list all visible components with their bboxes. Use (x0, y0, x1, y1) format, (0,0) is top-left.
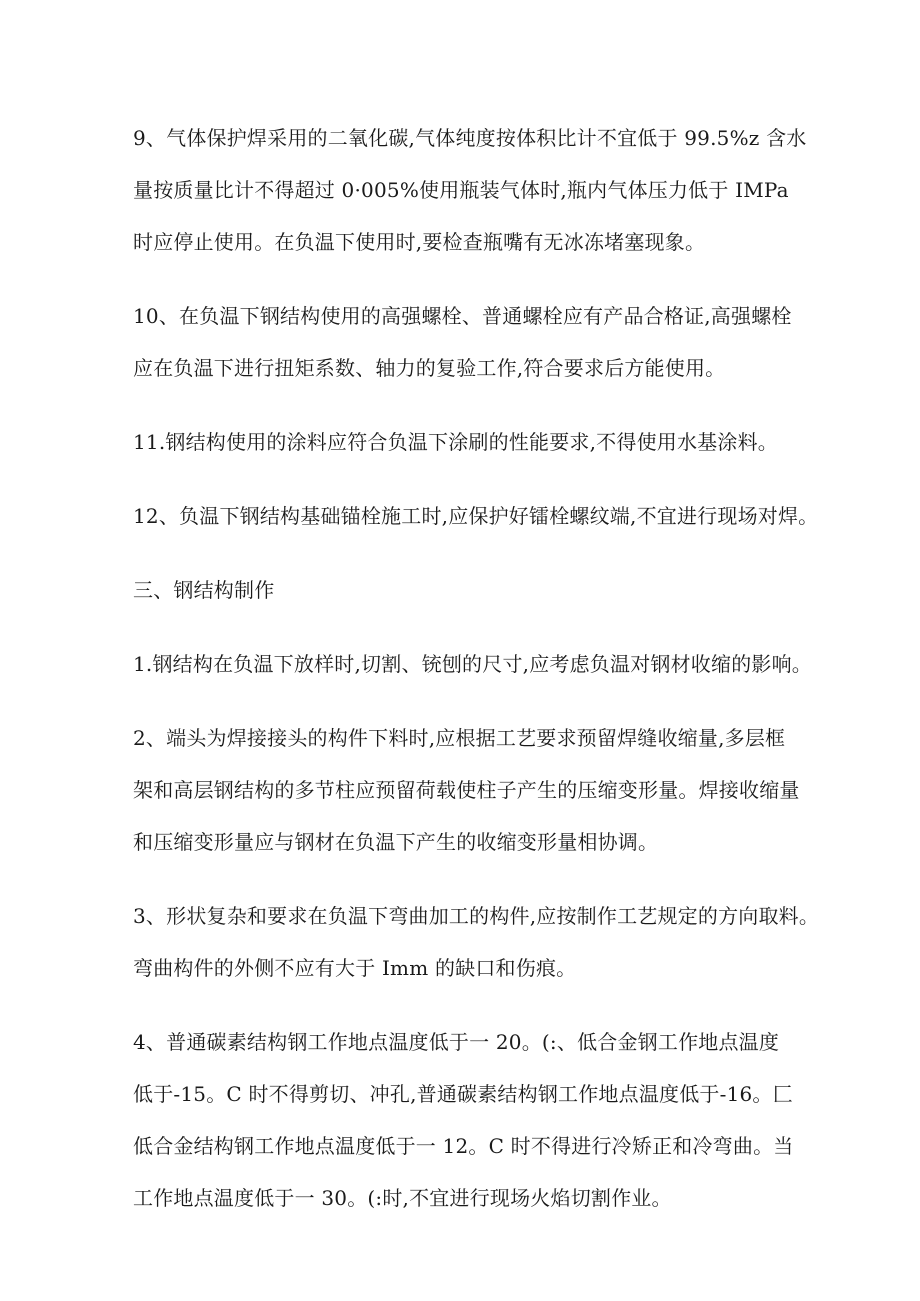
document-body (133, 112, 820, 1246)
paragraph-9 (133, 112, 807, 268)
text-line: 4、普通碳素结构钢工作地点温度低于一 20。(:、低合金钢工作地点温度 (133, 1030, 780, 1054)
paragraph-11 (133, 416, 803, 468)
paragraph-1 (133, 638, 812, 690)
text-line: 9、气体保护焊采用的二氧化碳,气体纯度按体积比计不宜低于 99.5%z 含水 (133, 126, 807, 150)
text-line: 10、在负温下钢结构使用的高强螺栓、普通螺栓应有产品合格证,高强螺栓 (133, 304, 792, 328)
paragraph-4 (133, 1016, 803, 1224)
text-line: 弯曲构件的外侧不应有大于 Imm 的缺口和伤痕。 (133, 956, 577, 980)
paragraph-2 (133, 712, 803, 868)
text-line: 低于-15。C 时不得剪切、冲孔,普通碳素结构钢工作地点温度低于-16。匚 (133, 1082, 793, 1106)
text-line: 11.钢结构使用的涂料应符合负温下涂刷的性能要求,不得使用水基涂料。 (133, 430, 778, 454)
text-line: 架和高层钢结构的多节柱应预留荷载使柱子产生的压缩变形量。焊接收缩量 (133, 778, 800, 802)
text-line: 工作地点温度低于一 30。(:时,不宜进行现场火焰切割作业。 (133, 1186, 672, 1210)
text-line: 2、端头为焊接接头的构件下料时,应根据工艺要求预留焊缝收缩量,多层框 (133, 726, 786, 750)
paragraph-12 (133, 490, 819, 542)
text-line: 12、负温下钢结构基础锚栓施工时,应保护好镭栓螺纹端,不宜进行现场对焊。 (133, 504, 819, 528)
paragraph-10 (133, 290, 803, 394)
text-line: 时应停止使用。在负温下使用时,要检查瓶嘴有无冰冻堵塞现象。 (133, 230, 706, 254)
section-title: 三、钢结构制作 (133, 578, 275, 602)
text-line: 1.钢结构在负温下放样时,切割、铳刨的尺寸,应考虑负温对钢材收缩的影响。 (133, 652, 812, 676)
text-line: 低合金结构钢工作地点温度低于一 12。C 时不得进行冷矫正和冷弯曲。当 (133, 1134, 794, 1158)
text-line: 量按质量比计不得超过 0·005%使用瓶装气体时,瓶内气体压力低于 IMPa (133, 178, 789, 202)
paragraph-3 (133, 890, 820, 994)
text-line: 应在负温下进行扭矩系数、轴力的复验工作,符合要求后方能使用。 (133, 356, 726, 380)
text-line: 和压缩变形量应与钢材在负温下产生的收缩变形量相协调。 (133, 830, 659, 854)
section-heading (133, 564, 803, 616)
text-line: 3、形状复杂和要求在负温下弯曲加工的构件,应按制作工艺规定的方向取料。 (133, 904, 820, 928)
